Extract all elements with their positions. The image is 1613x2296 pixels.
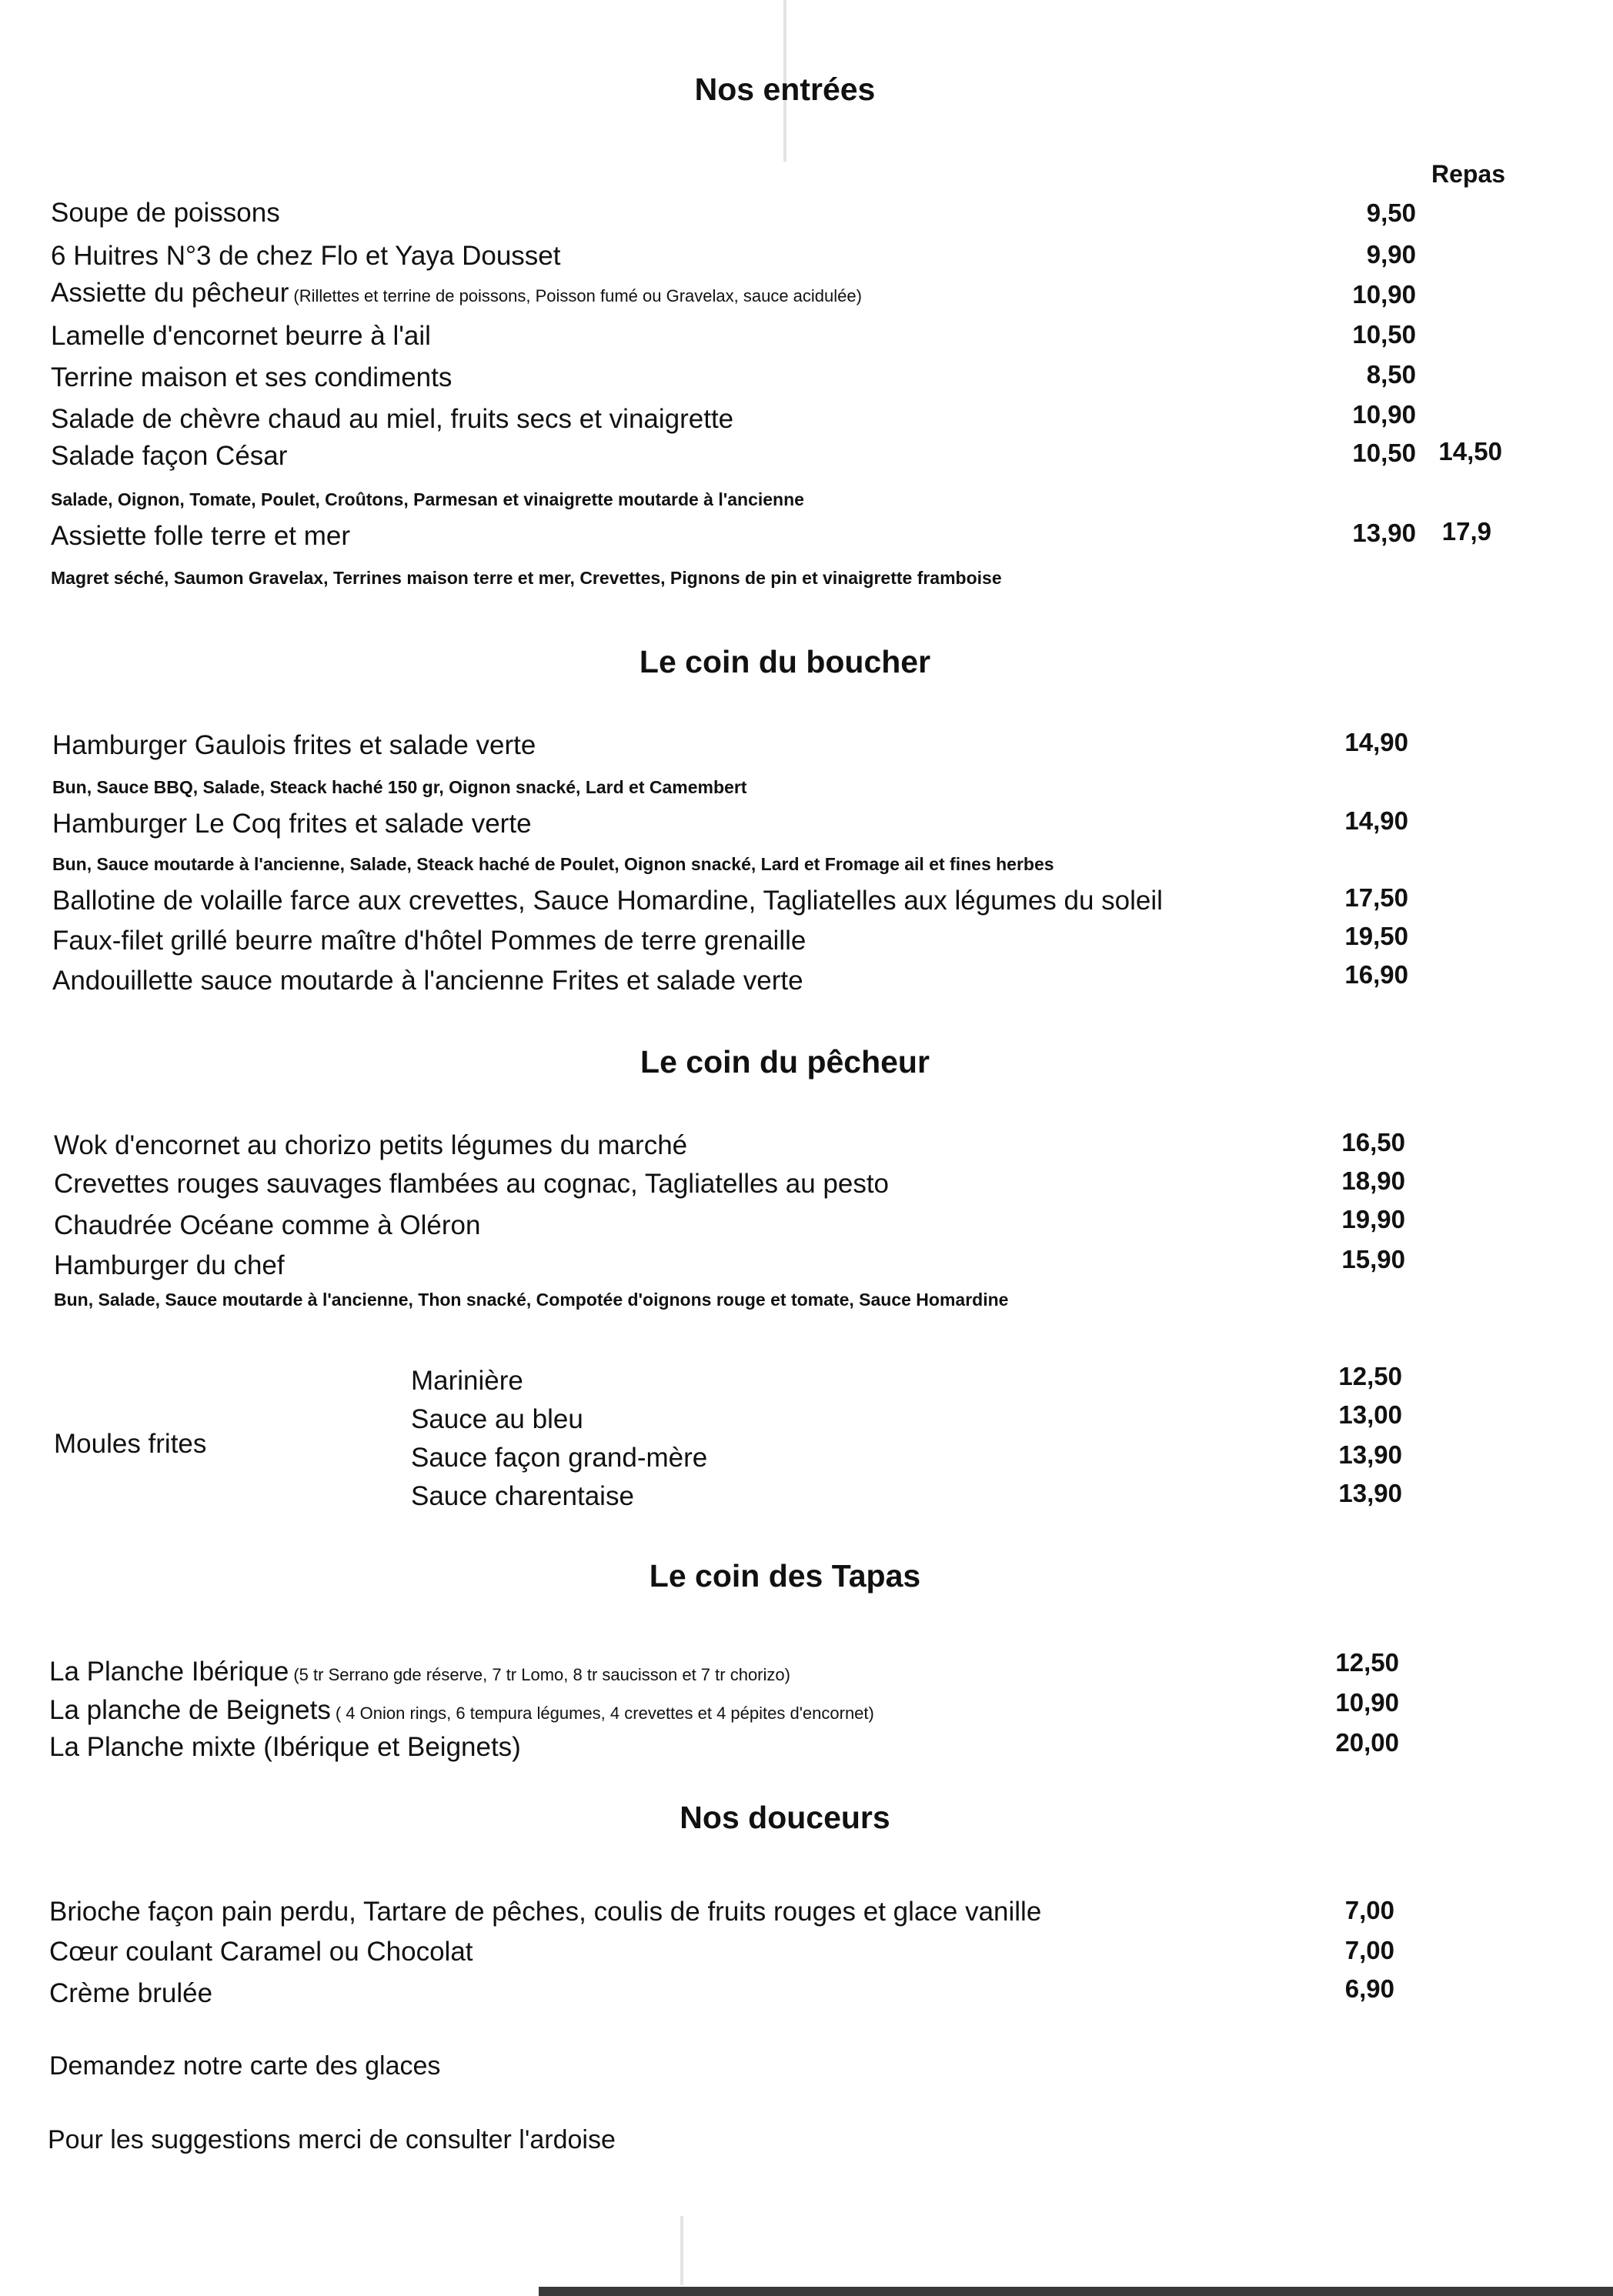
menu-item-label: La Planche Ibérique (49, 1657, 289, 1687)
menu-item-detail: Bun, Sauce moutarde à l'ancienne, Salade, Steack haché de Poulet, Oignon snacké, Lard et Fromage ail et fines herbes (52, 854, 1054, 874)
menu-item-name: Soupe de poissons (51, 198, 280, 228)
menu-item-price: 16,50 (1341, 1128, 1405, 1156)
menu-item-name: Cœur coulant Caramel ou Chocolat (49, 1937, 473, 1967)
menu-item-name: Andouillette sauce moutarde à l'ancienne Frites et salade verte (52, 966, 803, 996)
menu-item-price: 8,50 (1366, 360, 1416, 389)
menu-item-detail: Bun, Salade, Sauce moutarde à l'ancienne, Thon snacké, Compotée d'oignons rouge et tomate, Sauce Homardine (54, 1290, 1009, 1310)
moules-variant-name: Sauce façon grand-mère (411, 1443, 708, 1473)
section-title-tapas: Le coin des Tapas (649, 1558, 921, 1594)
menu-item-price: 10,50 (1352, 439, 1416, 467)
menu-item-name: Crevettes rouges sauvages flambées au cognac, Tagliatelles au pesto (54, 1169, 890, 1199)
moules-variant-price: 13,90 (1338, 1440, 1402, 1469)
menu-item-price: 7,00 (1344, 1896, 1394, 1924)
menu-item-price: 9,50 (1366, 199, 1416, 227)
menu-item-name: Hamburger Le Coq frites et salade verte (52, 809, 532, 839)
menu-item-name: Hamburger du chef (54, 1250, 285, 1280)
section-title-douceurs: Nos douceurs (680, 1800, 890, 1835)
menu-item-price-repas: 17,9 (1441, 517, 1491, 546)
menu-item-price: 18,90 (1341, 1166, 1405, 1195)
menu-item-detail: Bun, Sauce BBQ, Salade, Steack haché 150 gr, Oignon snacké, Lard et Camembert (52, 777, 747, 797)
menu-item-price: 12,50 (1335, 1648, 1399, 1677)
moules-frites-label: Moules frites (54, 1429, 207, 1459)
menu-item-name: Crème brulée (49, 1978, 213, 2008)
menu-item-name: Lamelle d'encornet beurre à l'ail (51, 321, 431, 351)
ice-cream-notice: Demandez notre carte des glaces (49, 2051, 441, 2081)
moules-variant-name: Sauce au bleu (411, 1404, 583, 1434)
menu-item-price: 7,00 (1344, 1936, 1394, 1964)
menu-item-price: 10,50 (1352, 320, 1416, 349)
menu-item-inline-detail: (Rillettes et terrine de poissons, Poisson fumé ou Gravelax, sauce acidulée) (293, 286, 862, 305)
menu-item-name: Faux-filet grillé beurre maître d'hôtel Pommes de terre grenaille (52, 926, 806, 956)
menu-item-price: 14,90 (1344, 806, 1408, 835)
menu-item-name (49, 1656, 790, 1691)
menu-item-price-repas: 14,50 (1438, 437, 1502, 466)
menu-item-price: 16,90 (1344, 960, 1408, 989)
menu-item-price: 17,50 (1344, 883, 1408, 912)
menu-item-name (51, 277, 862, 312)
moules-variant-name: Sauce charentaise (411, 1481, 634, 1511)
menu-item-price: 10,90 (1352, 280, 1416, 309)
menu-item-price: 15,90 (1341, 1245, 1405, 1273)
menu-item-price: 19,50 (1344, 922, 1408, 950)
menu-item-price: 19,90 (1341, 1205, 1405, 1233)
menu-item-name: Wok d'encornet au chorizo petits légumes du marché (54, 1130, 688, 1160)
menu-item-price: 6,90 (1344, 1974, 1394, 2003)
section-title-entrees: Nos entrées (694, 72, 876, 107)
menu-item-price: 14,90 (1344, 728, 1408, 756)
menu-item-detail: Magret séché, Saumon Gravelax, Terrines maison terre et mer, Crevettes, Pignons de pin et vinaigrette framboise (51, 568, 1002, 588)
moules-variant-price: 13,00 (1338, 1400, 1402, 1429)
paper-crease-bottom (680, 2216, 683, 2285)
moules-variant-price: 12,50 (1338, 1362, 1402, 1390)
moules-variant-price: 13,90 (1338, 1479, 1402, 1507)
menu-item-price: 13,90 (1352, 519, 1416, 547)
menu-item-name: 6 Huitres N°3 de chez Flo et Yaya Dousset (51, 241, 561, 271)
menu-item-name: La Planche mixte (Ibérique et Beignets) (49, 1732, 521, 1762)
moules-variant-name: Marinière (411, 1366, 523, 1396)
menu-item-name: Assiette folle terre et mer (51, 521, 351, 551)
menu-item-name: Ballotine de volaille farce aux crevettes, Sauce Homardine, Tagliatelles aux légumes du soleil (52, 886, 1163, 916)
menu-item-name: Salade de chèvre chaud au miel, fruits secs et vinaigrette (51, 404, 734, 434)
paper-bottom-edge (539, 2287, 1613, 2296)
suggestions-notice: Pour les suggestions merci de consulter l'ardoise (48, 2125, 616, 2154)
menu-item-name: Brioche façon pain perdu, Tartare de pêches, coulis de fruits rouges et glace vanille (49, 1897, 1042, 1927)
menu-item-name: Terrine maison et ses condiments (51, 362, 453, 392)
menu-item-price: 20,00 (1335, 1728, 1399, 1757)
menu-item-label: La planche de Beignets (49, 1695, 331, 1725)
section-title-pecheur: Le coin du pêcheur (640, 1044, 930, 1080)
menu-item-name: Hamburger Gaulois frites et salade verte (52, 730, 536, 760)
menu-item-price: 10,90 (1352, 400, 1416, 429)
menu-item-name (49, 1694, 874, 1730)
menu-item-detail: Salade, Oignon, Tomate, Poulet, Croûtons, Parmesan et vinaigrette moutarde à l'ancienne (51, 489, 804, 509)
menu-item-name: Chaudrée Océane comme à Oléron (54, 1210, 481, 1240)
menu-item-price: 9,90 (1366, 240, 1416, 269)
repas-column-header: Repas (1431, 160, 1506, 188)
menu-item-inline-detail: (5 tr Serrano gde réserve, 7 tr Lomo, 8 tr saucisson et 7 tr chorizo) (293, 1665, 790, 1684)
menu-item-price: 10,90 (1335, 1688, 1399, 1717)
menu-item-name: Salade façon César (51, 441, 288, 471)
menu-item-label: Assiette du pêcheur (51, 278, 289, 308)
section-title-boucher: Le coin du boucher (639, 644, 931, 679)
menu-item-inline-detail: ( 4 Onion rings, 6 tempura légumes, 4 crevettes et 4 pépites d'encornet) (335, 1704, 874, 1723)
